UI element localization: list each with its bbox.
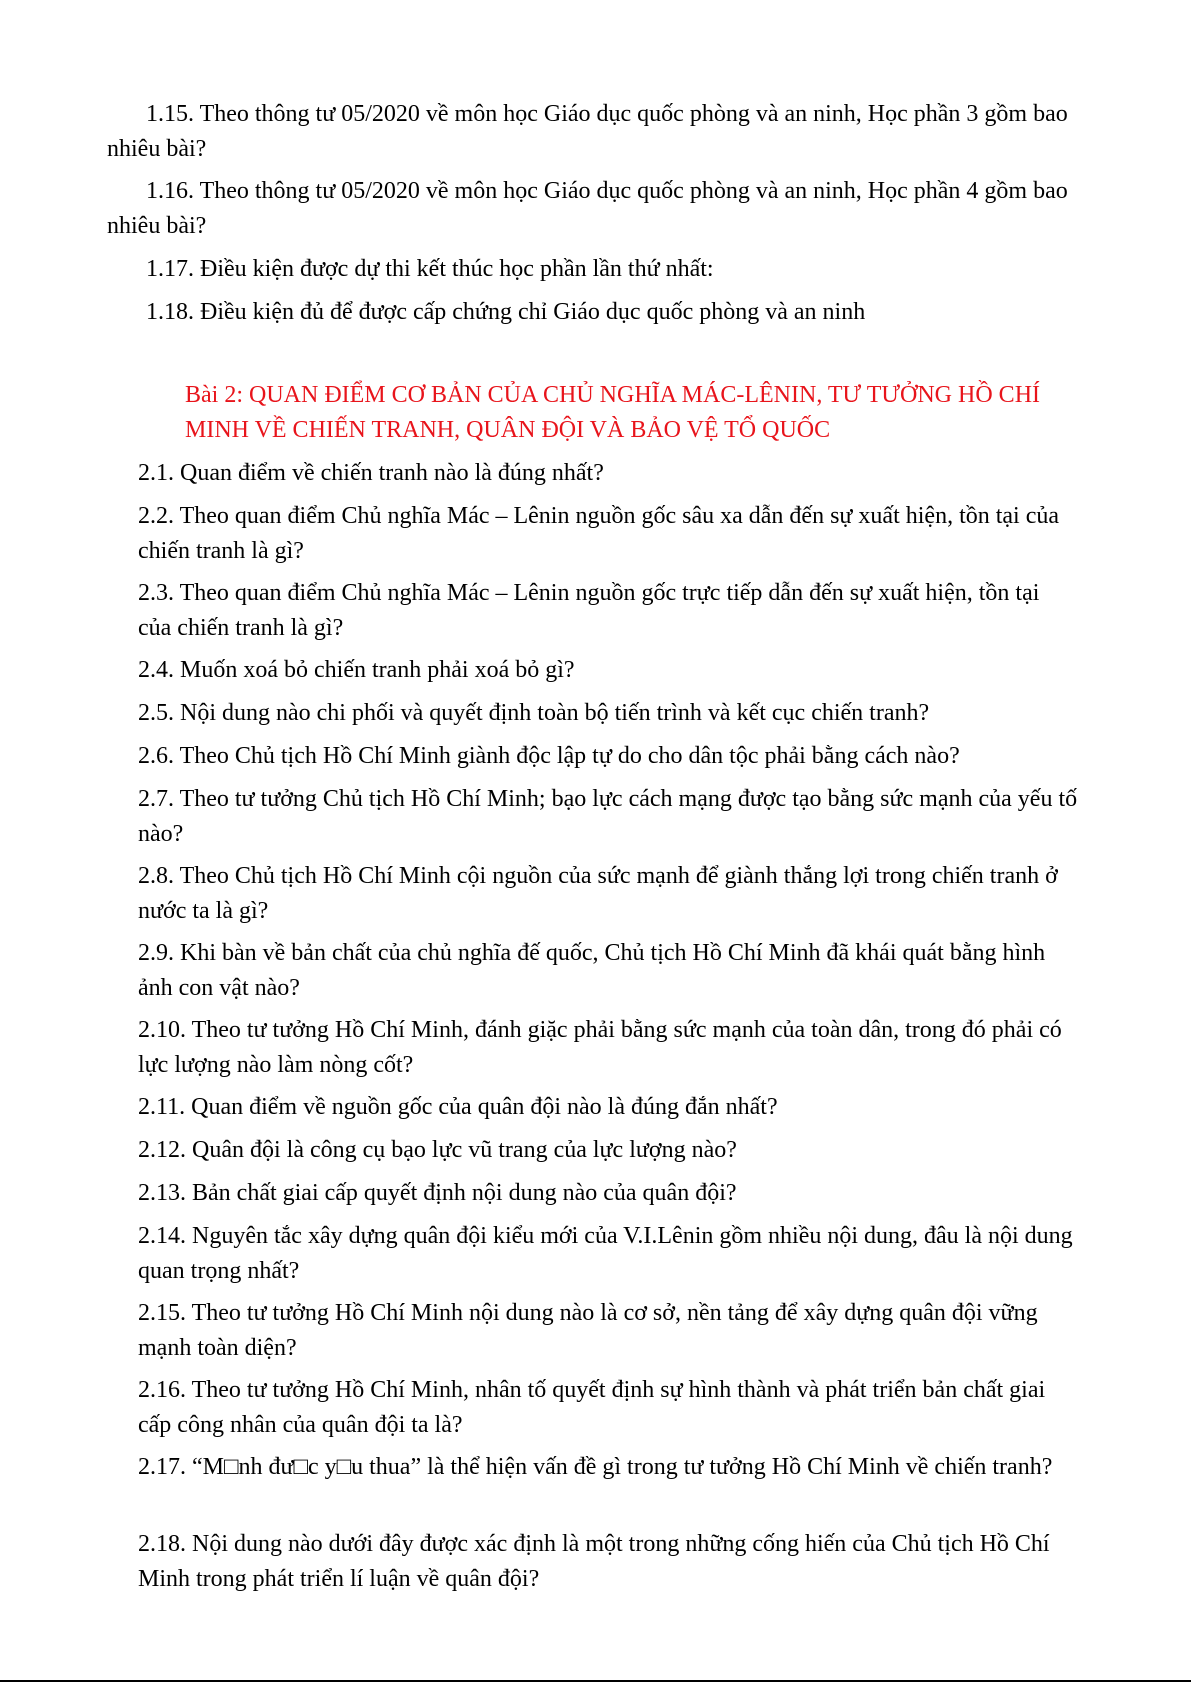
question-2-8: 2.8. Theo Chủ tịch Hồ Chí Minh cội nguồn của sức mạnh để giành thắng lợi trong chiến tranh ở nước ta là gì?	[138, 863, 1058, 924]
section-heading: Bài 2: QUAN ĐIỂM CƠ BẢN CỦA CHỦ NGHĨA MÁC-LÊNIN, TƯ TƯỞNG HỒ CHÍ MINH VỀ CHIẾN TRANH, QUÂN ĐỘI VÀ BẢO VỆ TỔ QUỐC	[185, 382, 1041, 443]
page-bottom-border	[0, 1680, 1191, 1682]
question-2-13: 2.13. Bản chất giai cấp quyết định nội dung nào của quân đội?	[138, 1180, 737, 1206]
question-2-11: 2.11. Quan điểm về nguồn gốc của quân đội nào là đúng đắn nhất?	[138, 1094, 778, 1120]
question-2-1: 2.1. Quan điểm về chiến tranh nào là đúng nhất?	[138, 460, 604, 486]
question-2-10: 2.10. Theo tư tưởng Hồ Chí Minh, đánh giặc phải bằng sức mạnh của toàn dân, trong đó phải có lực lượng nào làm nòng cốt?	[138, 1017, 1062, 1078]
question-2-9: 2.9. Khi bàn về bản chất của chủ nghĩa đế quốc, Chủ tịch Hồ Chí Minh đã khái quát bằng hình ảnh con vật nào?	[138, 940, 1046, 1001]
question-1-18: 1.18. Điều kiện đủ để được cấp chứng chỉ Giáo dục quốc phòng và an ninh	[146, 299, 866, 325]
question-2-5: 2.5. Nội dung nào chi phối và quyết định toàn bộ tiến trình và kết cục chiến tranh?	[138, 700, 930, 726]
question-1-17: 1.17. Điều kiện được dự thi kết thúc học phần lần thứ nhất:	[146, 256, 714, 282]
question-2-14: 2.14. Nguyên tắc xây dựng quân đội kiểu mới của V.I.Lênin gồm nhiều nội dung, đâu là nội dung quan trọng nhất?	[138, 1223, 1073, 1284]
question-2-2: 2.2. Theo quan điểm Chủ nghĩa Mác – Lênin nguồn gốc sâu xa dẫn đến sự xuất hiện, tồn tại của chiến tranh là gì?	[138, 503, 1060, 564]
question-2-17: 2.17. “M□nh đư□c y□u thua” là thể hiện vấn đề gì trong tư tưởng Hồ Chí Minh về chiến tranh?	[138, 1454, 1053, 1480]
question-1-15: 1.15. Theo thông tư 05/2020 về môn học Giáo dục quốc phòng và an ninh, Học phần 3 gồm bao nhiêu bài?	[107, 101, 1068, 162]
question-2-7: 2.7. Theo tư tưởng Chủ tịch Hồ Chí Minh; bạo lực cách mạng được tạo bằng sức mạnh của yếu tố nào?	[138, 786, 1078, 847]
question-2-4: 2.4. Muốn xoá bỏ chiến tranh phải xoá bỏ gì?	[138, 657, 575, 683]
question-2-6: 2.6. Theo Chủ tịch Hồ Chí Minh giành độc lập tự do cho dân tộc phải bằng cách nào?	[138, 743, 960, 769]
question-2-16: 2.16. Theo tư tưởng Hồ Chí Minh, nhân tố quyết định sự hình thành và phát triển bản chất giai cấp công nhân của quân đội ta là?	[138, 1377, 1046, 1438]
question-2-18: 2.18. Nội dung nào dưới đây được xác định là một trong những cống hiến của Chủ tịch Hồ Chí Minh trong phát triển lí luận về quân đội?	[138, 1531, 1050, 1592]
question-2-12: 2.12. Quân đội là công cụ bạo lực vũ trang của lực lượng nào?	[138, 1137, 737, 1163]
question-2-3: 2.3. Theo quan điểm Chủ nghĩa Mác – Lênin nguồn gốc trực tiếp dẫn đến sự xuất hiện, tồn tại của chiến tranh là gì?	[138, 580, 1040, 641]
question-1-16: 1.16. Theo thông tư 05/2020 về môn học Giáo dục quốc phòng và an ninh, Học phần 4 gồm bao nhiêu bài?	[107, 178, 1068, 239]
question-2-15: 2.15. Theo tư tưởng Hồ Chí Minh nội dung nào là cơ sở, nền tảng để xây dựng quân đội vững mạnh toàn diện?	[138, 1300, 1038, 1361]
